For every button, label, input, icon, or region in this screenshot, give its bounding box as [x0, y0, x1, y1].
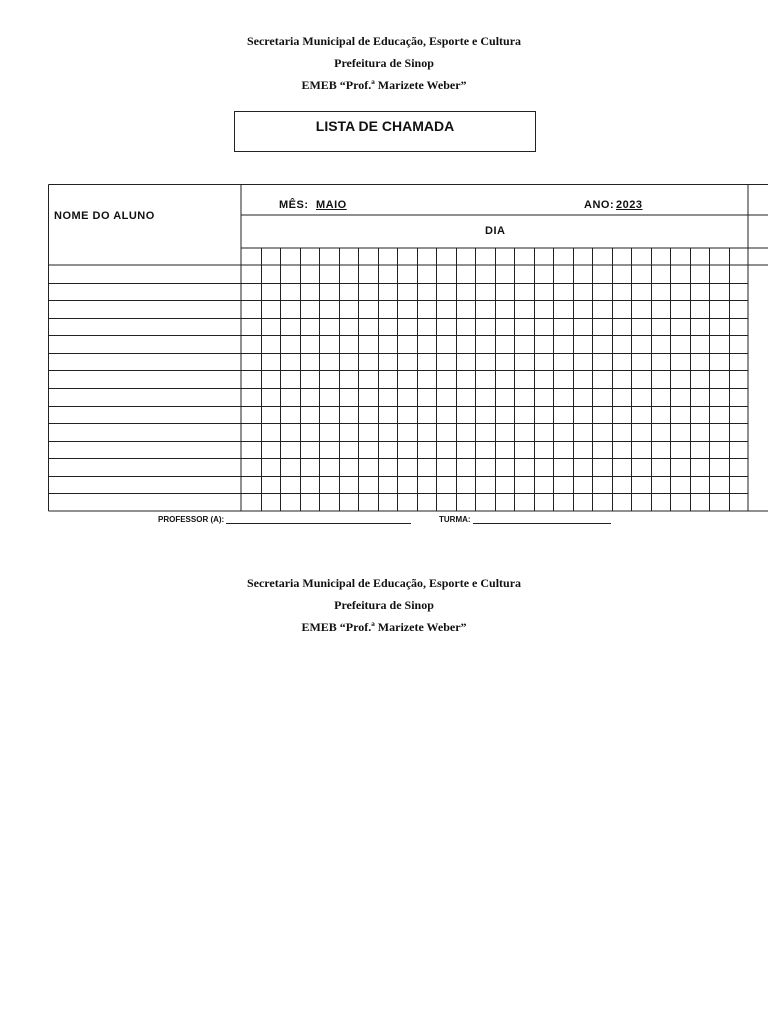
school-header-2 — [0, 572, 768, 638]
year-label: ANO: — [584, 199, 615, 211]
turma-line — [473, 515, 611, 524]
month-label: MÊS: — [279, 199, 309, 211]
professor-label: PROFESSOR (A): — [158, 515, 225, 524]
page-title: LISTA DE CHAMADA — [234, 111, 536, 152]
attendance-grid — [48, 184, 768, 512]
header2-secretaria: Secretaria Municipal de Educação, Esporte e Cultura — [246, 576, 522, 590]
year-value: 2023 — [616, 199, 643, 211]
header-prefeitura: Prefeitura de Sinop — [334, 56, 434, 70]
footer — [158, 515, 411, 524]
footer-turma — [439, 515, 611, 524]
header-secretaria: Secretaria Municipal de Educação, Esporte e Cultura — [246, 34, 522, 48]
header-school-name: EMEB “Prof.ª Marizete Weber” — [301, 78, 467, 92]
attendance-table — [48, 184, 768, 512]
day-header: DIA — [485, 225, 506, 237]
student-name-header: NOME DO ALUNO — [54, 210, 155, 222]
professor-line — [226, 515, 411, 524]
header2-school-name: EMEB “Prof.ª Marizete Weber” — [301, 620, 467, 634]
header2-prefeitura: Prefeitura de Sinop — [334, 598, 434, 612]
school-header — [0, 30, 768, 96]
turma-label: TURMA: — [439, 515, 471, 524]
month-value: MAIO — [316, 199, 347, 211]
